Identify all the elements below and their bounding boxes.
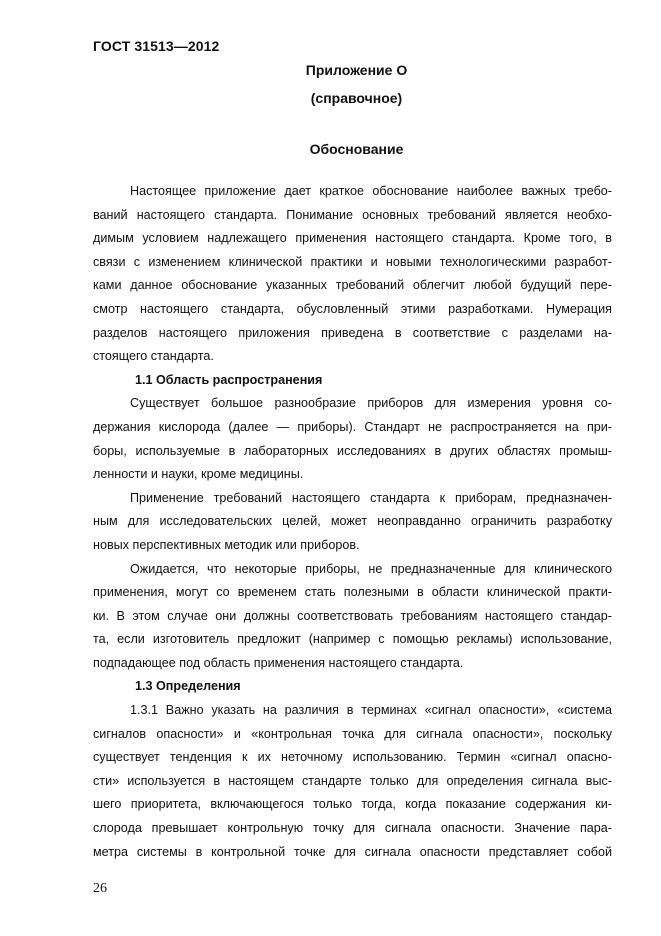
text-line: ваний настоящего стандарта. Понимание основных требований является необхо- — [93, 207, 612, 222]
text-line: сигналов опасности» и «контрольная точка для сигнала опасности», поскольку — [93, 726, 612, 741]
text-line: слорода превышает контрольную точку для сигнала опасности. Значение пара- — [93, 821, 612, 836]
text-line: смотр настоящего стандарта, обусловленный этими разработками. Нумерация — [93, 301, 612, 316]
text-line: ки. В этом случае они должны соответствовать требованиям настоящего стандар- — [93, 608, 612, 623]
text-line: ками данное обоснование указанных требований облегчит любой будущий пере- — [93, 278, 612, 293]
standard-code-header: ГОСТ 31513—2012 — [93, 38, 220, 54]
text-line: подпадающее под область применения настоящего стандарта. — [93, 655, 464, 670]
text-line: Ожидается, что некоторые приборы, не предназначенные для клинического — [130, 561, 612, 576]
text-line: новых перспективных методик или приборов. — [93, 537, 360, 552]
appendix-title: Приложение О — [305, 62, 408, 78]
section-heading: Обоснование — [309, 141, 404, 157]
text-line: димым условием надлежащего применения настоящего стандарта. Кроме того, в — [93, 231, 612, 246]
text-line: 1.3.1 Важно указать на различия в терминах «сигнал опасности», «система — [130, 703, 612, 718]
subsection-heading: 1.3 Определения — [135, 679, 241, 694]
subsection-heading: 1.1 Область распространения — [135, 372, 323, 387]
text-line: связи с изменением клинической практики и новыми технологическими разработ- — [93, 254, 612, 269]
text-line: Настоящее приложение дает краткое обоснование наиболее важных требо- — [130, 184, 612, 198]
body-text — [93, 180, 612, 864]
text-line: Существует большое разнообразие приборов для измерения уровня со- — [130, 396, 612, 411]
text-line: ным для исследовательских целей, может неоправданно ограничить разработку — [93, 514, 612, 529]
appendix-kind: (справочное) — [310, 90, 403, 106]
text-line: шего приоритета, включающегося только тогда, когда показание содержания ки- — [93, 797, 612, 812]
text-line: стоящего стандарта. — [93, 349, 214, 364]
text-line: та, если изготовитель предложит (например с помощью рекламы) использование, — [93, 632, 612, 647]
text-line: сти» используется в настоящем стандарте только для определения сигнала выс- — [93, 773, 612, 788]
text-line: метра системы в контрольной точке для сигнала опасности представляет собой — [93, 844, 612, 859]
page-number: 26 — [93, 881, 107, 896]
text-line: боры, используемые в лабораторных исследованиях в других областях промыш- — [93, 443, 612, 458]
text-line: Применение требований настоящего стандарта к приборам, предназначен- — [130, 490, 612, 505]
text-line: применения, могут со временем стать полезными в области клинической практи- — [93, 585, 612, 600]
text-line: существует тенденция к их неточному использованию. Термин «сигнал опасно- — [93, 750, 612, 765]
text-line: ленности и науки, кроме медицины. — [93, 467, 304, 482]
text-line: держания кислорода (далее — приборы). Стандарт не распространяется на при- — [93, 419, 612, 434]
text-line: разделов настоящего приложения приведена в соответствие с разделами на- — [93, 325, 612, 340]
